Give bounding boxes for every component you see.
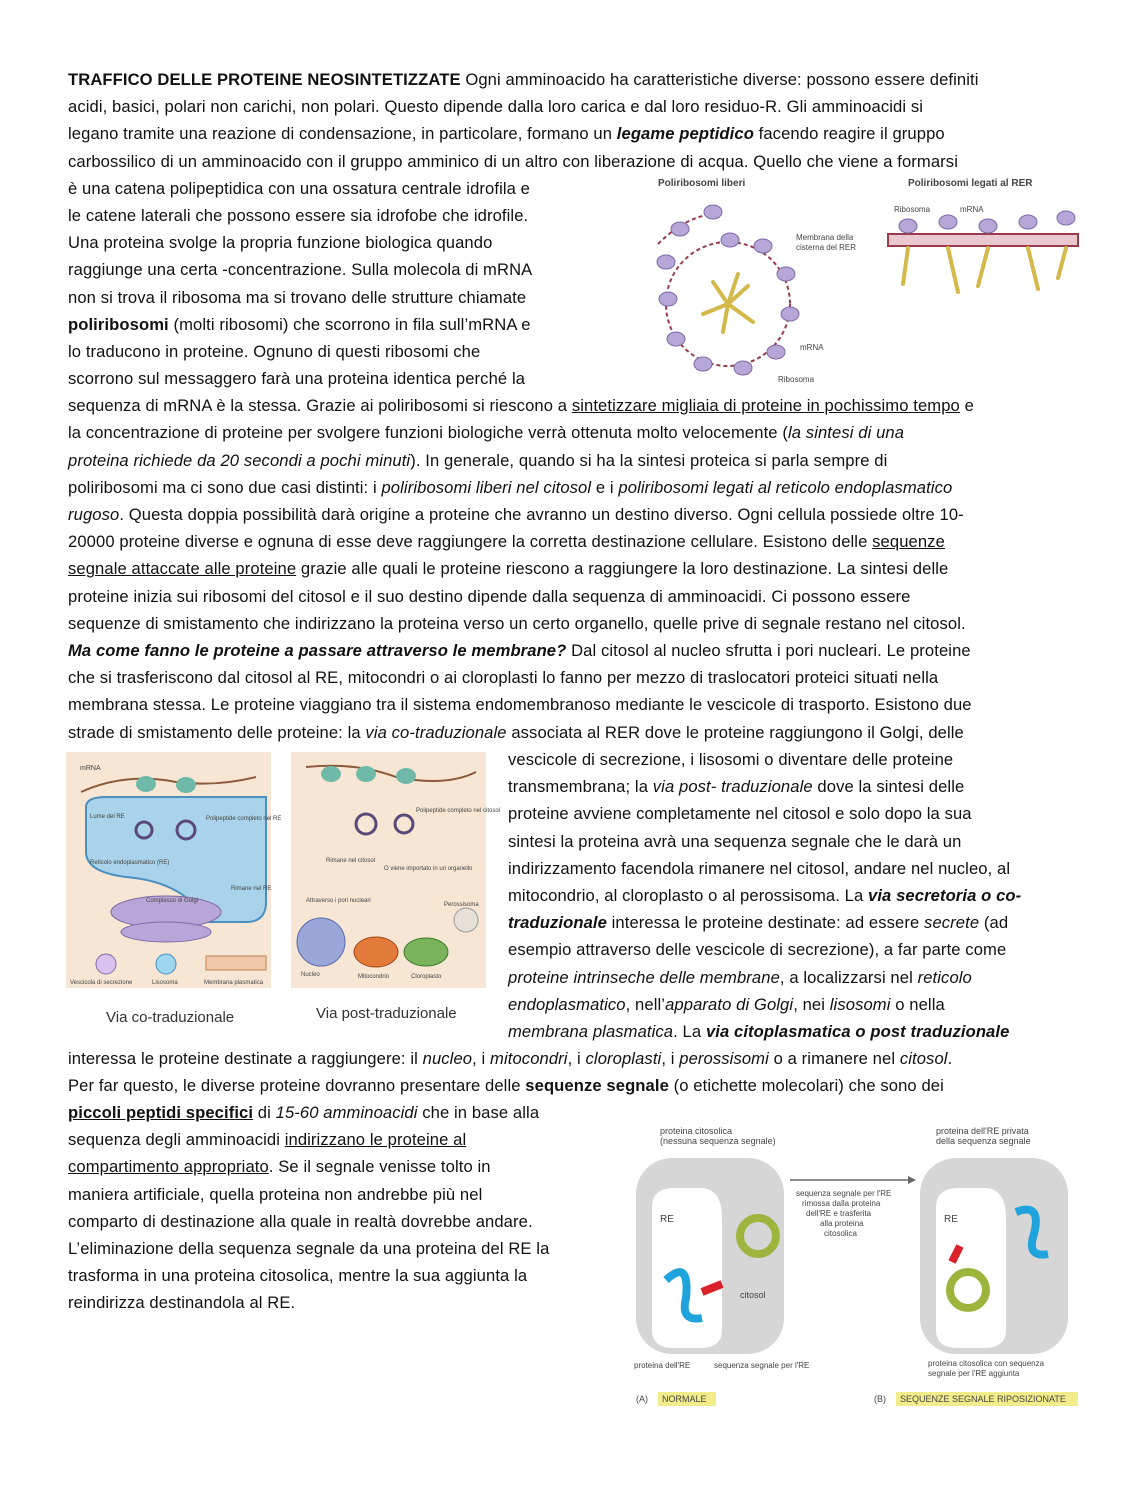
svg-text:Membrana della: Membrana della: [796, 233, 854, 242]
mitochondrion: [354, 937, 398, 967]
rer-proteins: [903, 248, 1066, 292]
bound-ribosomes: [899, 211, 1075, 233]
er-left: [652, 1188, 722, 1348]
svg-text:alla proteina: alla proteina: [820, 1219, 864, 1228]
svg-text:Nucleo: Nucleo: [301, 972, 320, 978]
svg-text:Reticolo endoplasmatico (RE): Reticolo endoplasmatico (RE): [90, 860, 170, 866]
chloroplast: [404, 938, 448, 966]
paragraph-signal-sequences: piccoli peptidi specifici di 15-60 amminoacidi che in base alla sequenza degli amminoacidi indirizzano le proteine al compartimento appropriato. Se il segnale venisse tolto in maniera artificiale, quella proteina non andrebbe più nel comparto di destinazione alla quale in realtà dovrebbe andare. L’eliminazione della sequenza segnale da una proteina del RE la trasforma in una proteina citosolica, mentre la sua aggiunta la reindirizza destinandola al RE.: [68, 1103, 550, 1313]
figure-polyribosomes: [618, 174, 1080, 392]
svg-text:Complesso di Golgi: Complesso di Golgi: [146, 898, 199, 904]
svg-text:proteina citosolica: proteina citosolica: [660, 1126, 733, 1136]
er-right: [936, 1188, 1006, 1348]
svg-text:O viene importato in un organe: O viene importato in un organello: [384, 866, 473, 872]
svg-text:Lume del RE: Lume del RE: [90, 814, 125, 820]
svg-text:mRNA: mRNA: [80, 765, 101, 772]
svg-text:Ribosoma: Ribosoma: [894, 205, 931, 214]
svg-text:RE: RE: [660, 1214, 674, 1225]
svg-text:Polipeptide completo nel RE: Polipeptide completo nel RE: [206, 816, 282, 822]
svg-text:SEQUENZE SEGNALE RIPOSIZIONATE: SEQUENZE SEGNALE RIPOSIZIONATE: [900, 1394, 1066, 1404]
peroxisome: [454, 908, 478, 932]
svg-text:segnale per l'RE aggiunta: segnale per l'RE aggiunta: [928, 1369, 1020, 1378]
arrow-head: [908, 1176, 916, 1184]
figure-sorting-pathways: [66, 752, 501, 988]
svg-text:Lisosoma: Lisosoma: [152, 980, 178, 986]
svg-text:mRNA: mRNA: [960, 205, 984, 214]
svg-text:Polipeptide completo nel citos: Polipeptide completo nel citosol: [416, 808, 501, 814]
svg-text:Mitocondrio: Mitocondrio: [358, 974, 390, 980]
svg-text:mRNA: mRNA: [800, 343, 824, 352]
svg-text:RE: RE: [944, 1214, 958, 1225]
svg-text:Vescicola di secrezione: Vescicola di secrezione: [70, 980, 133, 986]
svg-text:sequenza segnale per l'RE: sequenza segnale per l'RE: [714, 1361, 810, 1370]
figure-signal-sequences: [630, 1122, 1080, 1412]
svg-text:Rimane nel citosol: Rimane nel citosol: [326, 858, 376, 864]
svg-text:dell'RE e trasferita: dell'RE e trasferita: [806, 1209, 872, 1218]
caption-co-translational: Via co-traduzionale: [106, 1009, 235, 1026]
paragraph-intro: TRAFFICO DELLE PROTEINE NEOSINTETIZZATE Ogni amminoacido ha caratteristiche diverse: possono essere definiti acidi, basici, polari non carichi, non polari. Questo dipende dalla loro carica e dal loro residuo-R. Gli amminoacidi si legano tramite una reazione di condensazione, in particolare, formano un legame peptidico facendo reagire il gruppo carbossilico di un amminoacido con il gruppo amminico di un altro con liberazione di acqua. Quello che viene a formarsi è una catena polipeptidica con una ossatura centrale idrofila e le catene laterali che possono essere sia idrofobe che idrofile. Una proteina svolge la propria funzione biologica quando raggiunge una certa -concentrazione. Sulla molecola di mRNA non si trova il ribosoma ma si trovano delle strutture chiamate poliribosomi (molti ribosomi) che scorrono in fila sull’mRNA e lo traducono in proteine. Ognuno di questi ribosomi che scorrono sul messaggero farà una proteina identica perché la sequenza di mRNA è la stessa. Grazie ai poliribosomi si riescono a sintetizzare migliaia di proteine in pochissimo tempo e la concentrazione di proteine per svolgere funzioni biologiche verrà ottenuta molto velocemente (la sintesi di una proteina richiede da 20 secondi a pochi minuti). In generale, quando si ha la sintesi proteica si parla sempre di poliribosomi ma ci sono due casi distinti: i poliribosomi liberi nel citosol e i poliribosomi legati al reticolo endoplasmatico rugoso. Questa doppia possibilità darà origine a proteine che avranno un destino diverso. Ogni cellula possiede oltre 10- 20000 proteine diverse e ognuna di esse deve raggiungere la corretta destinazione cellulare. Esistono delle sequenze segnale attaccate alle proteine grazie alle quali le proteine riescono a raggiungere la loro destinazione. La sintesi delle proteine inizia sui ribosomi del citosol e il suo destino dipende dalla sequenza di amminoacidi. Ci possono essere sequenze di smistamento che indirizzano la proteina verso un certo organello, quelle prive di segnale restano nel citosol. Ma come fanno le proteine a passare attraverso le membrane? Dal citosol al nucleo sfrutta i pori nucleari. Le proteine che si trasferiscono dal citosol al RE, mitocondri o ai cloroplasti lo fanno per mezzo di traslocatori proteici situati nella membrana stessa. Le proteine viaggiano tra il sistema endomembranoso mediante le vescicole di trasporto. Esistono due strade di smistamento delle proteine: la via co-traduzionale associata al RER dove le proteine raggiungono il Golgi, delle: [68, 70, 979, 742]
label-free-polyribosomes: Poliribosomi liberi: [658, 178, 746, 189]
svg-text:proteina dell'RE privata: proteina dell'RE privata: [936, 1126, 1029, 1136]
svg-text:della sequenza segnale: della sequenza segnale: [936, 1136, 1031, 1146]
caption-post-translational: Via post-traduzionale: [316, 1005, 457, 1022]
svg-text:(A): (A): [636, 1394, 648, 1404]
svg-text:Membrana plasmatica: Membrana plasmatica: [204, 980, 264, 986]
paragraph-pathways-cont: interessa le proteine destinate a raggiungere: il nucleo, i mitocondri, i cloroplasti, i perossisomi o a rimanere nel citosol. Per far questo, le diverse proteine dovranno presentare delle sequenze segnale (o etichette molecolari) che sono dei: [68, 1049, 953, 1096]
svg-text:(B): (B): [874, 1394, 886, 1404]
svg-text:(nessuna sequenza segnale): (nessuna sequenza segnale): [660, 1136, 776, 1146]
svg-text:cisterna del RER: cisterna del RER: [796, 243, 857, 252]
nucleus: [297, 918, 345, 966]
svg-text:Attraverso i pori nucleari: Attraverso i pori nucleari: [306, 898, 371, 904]
svg-text:Ribosoma: Ribosoma: [778, 375, 815, 384]
paragraph-pathways: vescicole di secrezione, i lisosomi o diventare delle proteine transmembrana; la via post- traduzionale dove la sintesi delle proteine avviene completamente nel citosol e solo dopo la sua sintesi la proteina avrà una sequenza segnale che le darà un indirizzamento facendola rimanere nel citosol, andare nel nucleo, al mitocondrio, al cloroplasto o al perossisoma. La via secretoria o co- traduzionale interessa le proteine destinate: ad essere secrete (ad esempio attraverso delle vescicole di secrezione), a far parte come proteine intrinseche delle membrane, a localizzarsi nel reticolo endoplasmatico, nell’apparato di Golgi, nei lisosomi o nella membrana plasmatica. La via citoplasmatica o post traduzionale: [508, 750, 1022, 1041]
svg-text:proteina dell'RE: proteina dell'RE: [634, 1361, 691, 1370]
svg-text:rimossa dalla proteina: rimossa dalla proteina: [802, 1199, 881, 1208]
svg-text:Cloroplasto: Cloroplasto: [411, 974, 442, 980]
svg-text:citosolica: citosolica: [824, 1229, 857, 1238]
svg-text:citosol: citosol: [740, 1290, 766, 1300]
label-rer-polyribosomes: Poliribosomi legati al RER: [908, 178, 1033, 189]
svg-text:NORMALE: NORMALE: [662, 1394, 707, 1404]
svg-text:Perossisoma: Perossisoma: [444, 902, 479, 908]
free-ribosomes: [657, 205, 799, 375]
svg-text:Rimane nel RE: Rimane nel RE: [231, 886, 272, 892]
svg-text:proteina citosolica con sequen: proteina citosolica con sequenza: [928, 1359, 1045, 1368]
svg-text:sequenza segnale per l'RE: sequenza segnale per l'RE: [796, 1189, 892, 1198]
rer-membrane: [888, 234, 1078, 246]
nascent-proteins: [703, 274, 753, 332]
section-title: TRAFFICO DELLE PROTEINE NEOSINTETIZZATE: [68, 70, 461, 89]
